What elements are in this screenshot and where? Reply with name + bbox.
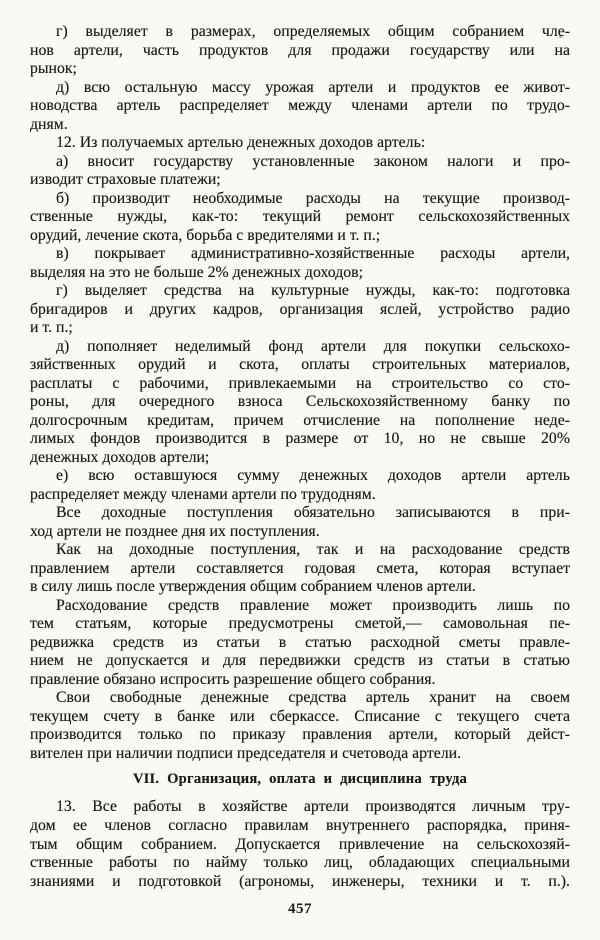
text-line: рынок; <box>30 60 77 77</box>
text-line: ственные нужды, как-то: текущий ремонт сельскохозяйственных <box>30 208 570 225</box>
text-line: г) выделяет в размерах, определяемых общим собранием чле- <box>56 23 570 40</box>
scan-speck <box>540 112 542 114</box>
text-line: правление обязано испросить разрешение общего собрания. <box>30 670 436 688</box>
scan-speck <box>558 109 560 111</box>
section-heading: VII. Организация, оплата и дисциплина труда <box>132 771 468 787</box>
text-line: знаниями и подготовкой (агрономы, инженеры, техники и т. п.). <box>30 873 570 891</box>
text-line: и т. п.; <box>30 319 73 336</box>
scan-speck <box>559 36 562 38</box>
text-line: бригадиров и других кадров, организация яслей, устройство радио <box>30 300 570 318</box>
text-line: лимых фондов производится в размере от 10, но не свыше 20% <box>30 430 570 447</box>
text-line: долгосрочным кредитам, причем отчисление на пополнение неде- <box>30 411 570 429</box>
text-line: редвижка средств из статьи в статью расходной сметы правле- <box>30 633 570 651</box>
text-line: д) пополняет неделимый фонд артели для покупки сельскохо- <box>56 337 570 355</box>
text-line: Как на доходные поступления, так и на расходование средств <box>56 541 570 558</box>
text-line: г) выделяет средства на культурные нужды, как-то: подготовка <box>56 282 570 299</box>
body-text-block-after-heading <box>30 798 570 892</box>
text-line: в) покрывает административно-хозяйственные расходы артели, <box>56 245 570 262</box>
text-line: правлением артели составляется годовая смета, которая вступает <box>30 559 570 577</box>
text-line: изводит страховые платежи; <box>30 171 221 188</box>
text-line: б) производит необходимые расходы на текущие производ- <box>56 189 570 207</box>
text-line: ственные работы по найму только лиц, обладающих специальными <box>30 854 570 872</box>
text-line: ход артели не позднее дня их поступления. <box>30 522 320 540</box>
text-line: дням. <box>30 115 68 133</box>
text-line: Все доходные поступления обязательно записываются в при- <box>56 504 570 521</box>
text-line: Свои свободные денежные средства артель хранит на своем <box>56 689 570 706</box>
text-line: нов артели, часть продуктов для продажи государству или на <box>30 41 570 59</box>
text-line: д) всю остальную массу урожая артели и продуктов ее живот- <box>56 78 570 96</box>
text-line: расплаты с рабочими, привлекаемыми на строительство со сто- <box>30 374 570 392</box>
text-line: роны, для очередного взноса Сельскохозяйственному банку по <box>30 393 570 410</box>
text-line: в силу лишь после утверждения общим собранием членов артели. <box>30 578 476 595</box>
text-line: 13. Все работы в хозяйстве артели производятся личным тру- <box>56 798 570 815</box>
text-line: орудий, лечение скота, борьба с вредителями и т. п.; <box>30 226 381 244</box>
text-line: дом ее членов согласно правилам внутреннего распорядка, приня- <box>30 816 570 834</box>
text-line: тем статьям, которые предусмотрены сметой,— самовольная пе- <box>30 615 570 632</box>
text-line: новодства артель распределяет между членами артели по трудо- <box>30 97 570 114</box>
text-line: тым общим собранием. Допускается привлечение на сельскохозяй- <box>30 835 570 853</box>
text-line: зяйственных орудий и скота, оплаты строительных материалов, <box>30 356 570 373</box>
text-line: выделяя на это не больше 2% денежных доходов; <box>30 263 363 281</box>
text-line: нием не допускается и для передвижки средств из статьи в статью <box>30 652 570 669</box>
page-number: 457 <box>288 900 312 917</box>
text-line: Расходование средств правление может производить лишь по <box>56 596 570 614</box>
text-line: е) всю оставшуюся сумму денежных доходов артели артель <box>56 467 570 484</box>
text-line: вителен при наличии подписи председателя и счетовода артели. <box>30 744 462 762</box>
text-line: а) вносит государству установленные законом налоги и про- <box>56 152 570 170</box>
body-text-block-before-heading <box>30 23 570 763</box>
text-line: производится только по приказу правления артели, который дейст- <box>30 726 570 743</box>
text-line: текущем счету в банке или сберкассе. Списание с текущего счета <box>30 707 570 725</box>
text-line: денежных доходов артели; <box>30 448 210 466</box>
text-line: распределяет между членами артели по трудодням. <box>30 485 376 503</box>
text-line: 12. Из получаемых артелью денежных доходов артель: <box>56 134 426 151</box>
